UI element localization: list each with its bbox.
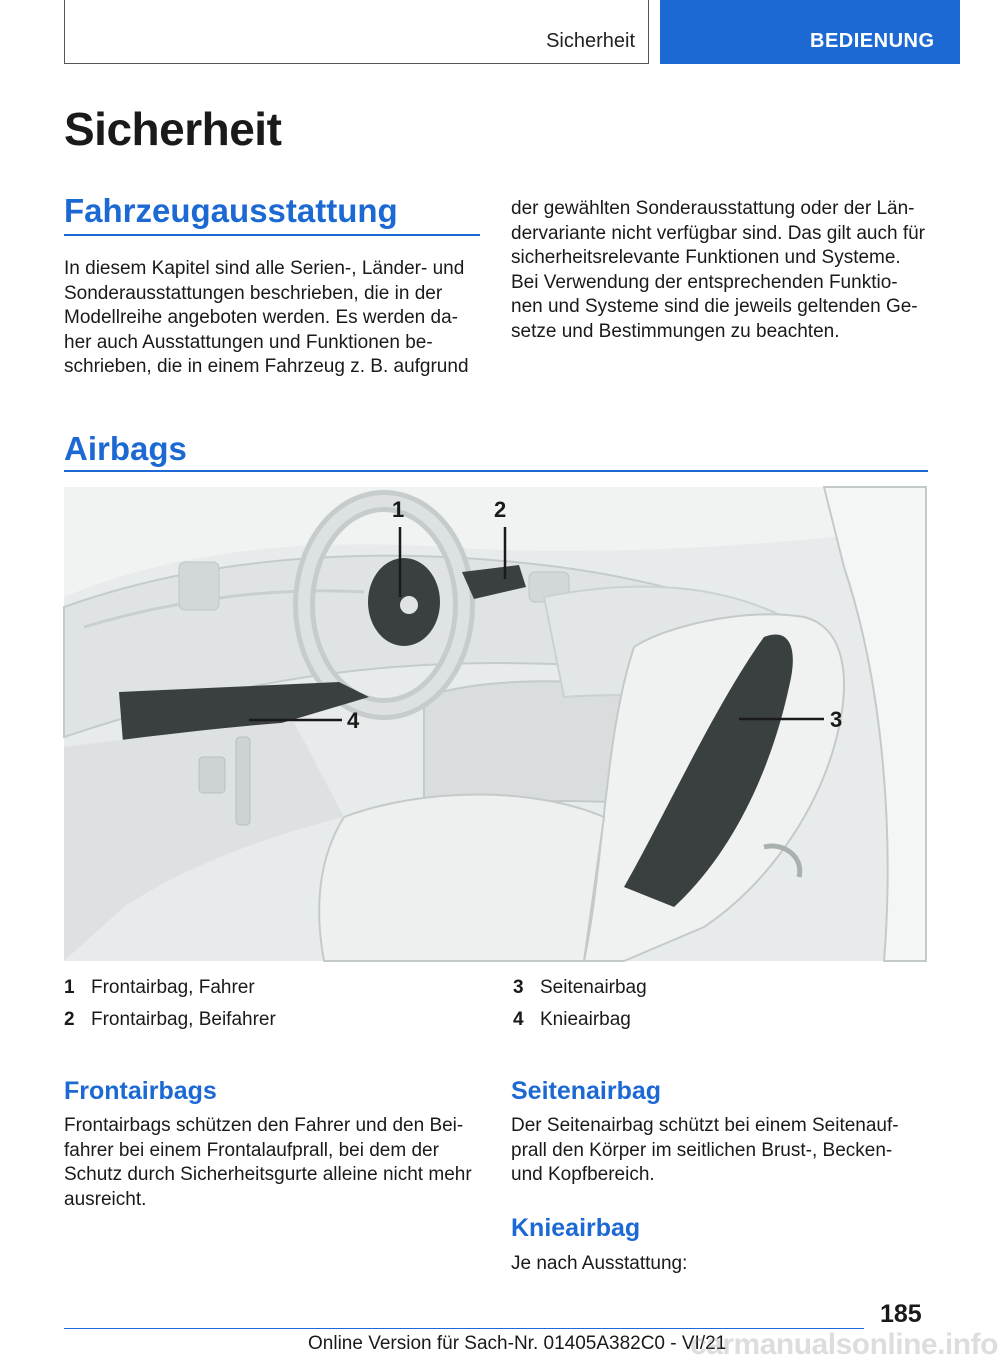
- page-number: 185: [880, 1300, 922, 1328]
- heading-fahrzeugausstattung: Fahrzeugausstattung: [64, 192, 398, 229]
- header-section-title: Sicherheit: [546, 30, 635, 52]
- text-line: schrieben, die in einem Fahrzeug z. B. aufgrund: [64, 356, 469, 377]
- paragraph-knieairbag: [511, 1252, 687, 1277]
- heading-rule: [64, 470, 928, 472]
- paragraph-frontairbags: [64, 1114, 472, 1212]
- text-line: Frontairbags schützen den Fahrer und den Bei-: [64, 1115, 464, 1136]
- text-line: prall den Körper im seitlichen Brust-, Becken-: [511, 1139, 893, 1161]
- legend-label: Frontairbag, Beifahrer: [91, 1009, 276, 1030]
- heading-seitenairbag: Seitenairbag: [511, 1077, 662, 1105]
- heading-frontairbags: Frontairbags: [64, 1077, 217, 1105]
- header-chapter-tab: BEDIENUNG: [660, 0, 960, 64]
- paragraph-fahrzeugausstattung-col2: [511, 197, 925, 344]
- text-line: In diesem Kapitel sind alle Serien-, Länder- und: [64, 258, 465, 279]
- text-line: und Kopfbereich.: [511, 1164, 655, 1185]
- footer-version-text: Online Version für Sach-Nr. 01405A382C0 - VI/21: [308, 1333, 727, 1354]
- watermark: carmanualsonline.info: [690, 1328, 998, 1361]
- text-line: Schutz durch Sicherheitsgurte alleine nicht mehr: [64, 1164, 472, 1185]
- text-line: her auch Ausstattungen und Funktionen be-: [64, 331, 433, 353]
- text-line: Der Seitenairbag schützt bei einem Seitenauf-: [511, 1115, 899, 1136]
- text-line: sicherheitsrelevante Funktionen und Systeme.: [511, 247, 901, 268]
- text-line: Modellreihe angeboten werden. Es werden da-: [64, 307, 458, 328]
- callout-2: 2: [494, 497, 507, 522]
- legend-number: 4: [513, 1009, 524, 1030]
- car-interior-drawing: [64, 487, 926, 961]
- paragraph-seitenairbag: [511, 1114, 899, 1188]
- text-line: Je nach Ausstattung:: [511, 1253, 688, 1274]
- text-line: dervariante nicht verfügbar sind. Das gilt auch für: [511, 222, 925, 244]
- airbag-illustration: [64, 487, 926, 961]
- heading-knieairbag: Knieairbag: [511, 1214, 641, 1242]
- legend-label: Seitenairbag: [540, 977, 647, 998]
- page-title: Sicherheit: [64, 103, 282, 155]
- text-line: fahrer bei einem Frontalaufprall, bei dem der: [64, 1139, 439, 1161]
- callout-3: 3: [830, 707, 843, 732]
- text-line: nen und Systeme sind die jeweils geltenden Ge-: [511, 296, 918, 317]
- text-line: der gewählten Sonderausstattung oder der Län-: [511, 198, 915, 219]
- callout-4: 4: [347, 708, 360, 733]
- legend-number: 2: [64, 1009, 75, 1030]
- heading-rule: [64, 234, 480, 236]
- legend-number: 3: [513, 977, 524, 998]
- legend-label: Frontairbag, Fahrer: [91, 977, 255, 998]
- text-line: setze und Bestimmungen zu beachten.: [511, 320, 840, 342]
- text-line: Bei Verwendung der entsprechenden Funktio-: [511, 271, 898, 293]
- legend-number: 1: [64, 977, 75, 998]
- text-line: Sonderausstattungen beschrieben, die in der: [64, 282, 443, 304]
- callout-1: 1: [392, 497, 405, 522]
- paragraph-fahrzeugausstattung-col1: [64, 257, 469, 380]
- heading-airbags: Airbags: [64, 430, 187, 467]
- text-line: ausreicht.: [64, 1188, 147, 1210]
- legend-label: Knieairbag: [540, 1009, 631, 1030]
